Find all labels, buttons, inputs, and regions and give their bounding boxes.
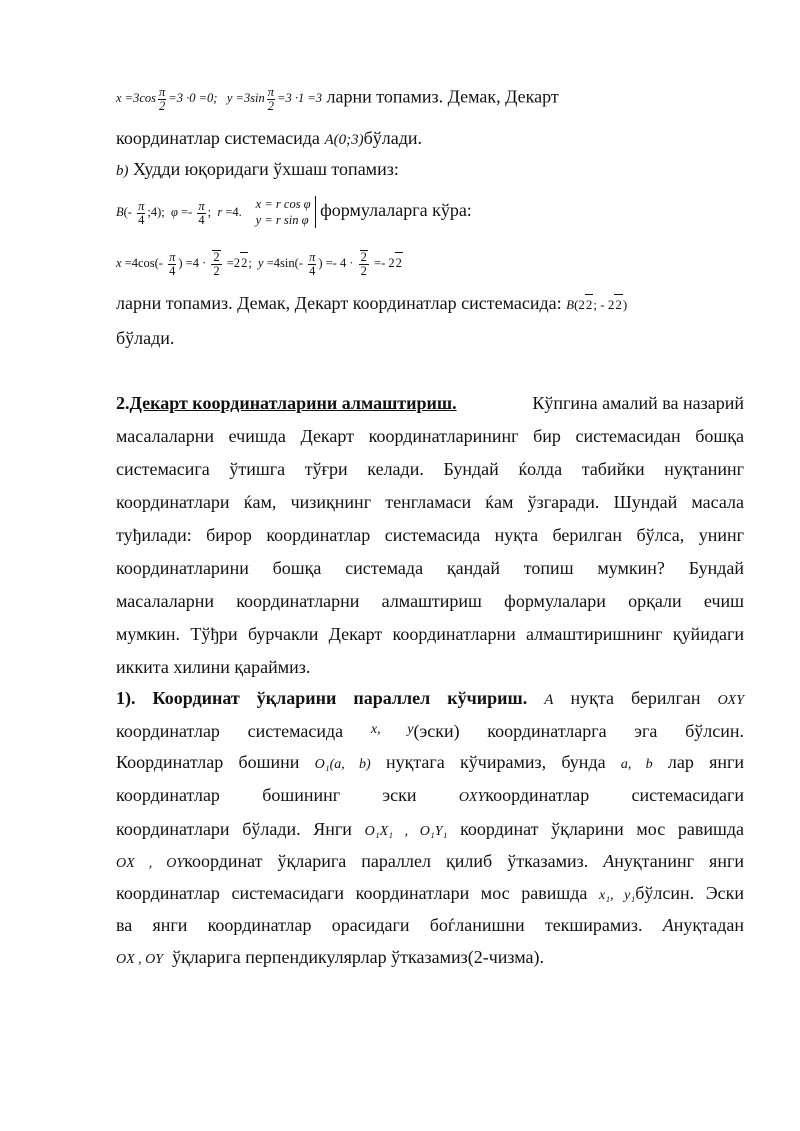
section-heading-line bbox=[116, 393, 744, 413]
point-b-cartesian: B(22; - 22) bbox=[566, 297, 627, 312]
text-segment: координатлар системасида bbox=[116, 721, 344, 741]
math-var: O₁(a, b) bbox=[314, 757, 371, 772]
paragraph-line: мумкин. Тўђри бурчакли Декарт координатларни алмаштиришнинг қуйидаги bbox=[116, 624, 744, 644]
formula-line-4 bbox=[116, 196, 744, 228]
math-var: x, y bbox=[370, 722, 414, 737]
text-line-3 bbox=[116, 159, 744, 181]
system-row: y = r sin φ bbox=[255, 213, 309, 227]
point-a-formula: A(0;3) bbox=[324, 132, 364, 148]
paragraph-line bbox=[116, 851, 744, 874]
math-var: OXY bbox=[717, 693, 745, 708]
text-line-7 bbox=[116, 328, 744, 348]
text-segment: ларни топамиз. Демак, Декарт координатлар системасида: bbox=[116, 293, 562, 313]
paragraph-line bbox=[116, 720, 744, 741]
text-line-6 bbox=[116, 293, 744, 315]
math-var: OXY bbox=[458, 790, 486, 805]
paragraph-line: координатлари ќам, чизиқнинг тенгламаси ќам ўзгаради. Шундай масала bbox=[116, 492, 744, 512]
paragraph-line: иккита хилини қараймиз. bbox=[116, 657, 311, 677]
text-segment: бўлади. bbox=[363, 128, 423, 148]
text-segment: нуқтанинг янги bbox=[614, 851, 744, 871]
text-segment: координатлари бўлади. Янги bbox=[116, 819, 352, 839]
text-segment: нуқтадан bbox=[673, 915, 744, 935]
math-var: a, b bbox=[620, 757, 653, 772]
text-segment: бўлади. bbox=[116, 328, 175, 348]
paragraph-line: системасига ўтишга тўғри келади. Бундай ќолда табийки нуқтанинг bbox=[116, 459, 744, 479]
paragraph-line: туђилади: бирор координатлар системасида нуқта берилган бўлса, унинг bbox=[116, 525, 744, 545]
text-segment: нуқта берилган bbox=[570, 688, 701, 708]
text-segment: ларни топамиз. Демак, Декарт bbox=[326, 86, 559, 107]
paragraph-line: координатларини бошқа системада қандай топиш мумкин? Бундай bbox=[116, 558, 744, 578]
section-title: Декарт координатларини алмаштириш. bbox=[129, 393, 457, 413]
paragraph-line: масалаларни координатларни алмаштириш формулалари орқали ечиш bbox=[116, 591, 744, 611]
math-var: A bbox=[603, 851, 615, 871]
paragraph-line bbox=[116, 883, 744, 906]
text-segment: нуқтага кўчирамиз, бунда bbox=[385, 752, 606, 772]
formula-line-5 bbox=[116, 250, 744, 278]
subsection-heading: 1). Координат ўқларини параллел кўчириш. bbox=[116, 688, 528, 708]
math-var: A bbox=[544, 692, 554, 708]
text-segment: Кўпгина амалий ва назарий bbox=[532, 393, 744, 413]
paragraph-line bbox=[116, 688, 744, 711]
text-segment: координатлар бошининг эски bbox=[116, 785, 417, 805]
paragraph-line bbox=[116, 785, 744, 808]
point-b-polar: B(- $\frac{\pi}{4}$ ;4); φ =- $\frac{\pi}{4}$ ; r =4. bbox=[116, 198, 252, 227]
text-segment: ўқларига перпендикулярлар ўтказамиз(2-чизма). bbox=[172, 947, 544, 967]
text-line-2 bbox=[116, 128, 744, 150]
text-segment: Худди юқоридаги ўхшаш топамиз: bbox=[133, 159, 399, 179]
formula-line-1 bbox=[116, 86, 744, 113]
text-segment: координатлар системасида bbox=[116, 128, 320, 148]
text-segment: Координатлар бошини bbox=[116, 752, 300, 772]
math-var: A bbox=[662, 915, 674, 935]
section-number: 2. bbox=[116, 393, 130, 413]
text-segment: координат ўқларини мос равишда bbox=[460, 819, 745, 839]
math-var: OX , OY bbox=[116, 856, 185, 871]
formula-cos-sin: x =3cos $\frac{\pi}{2}$ =3 ·0 =0; y =3sin $\frac{\pi}{2}$ =3 ·1 =3 bbox=[116, 85, 323, 113]
text-segment: координатлар системасидаги координатлари мос равишда bbox=[116, 883, 588, 903]
paragraph-line bbox=[116, 752, 744, 775]
polar-formulas-system bbox=[256, 196, 316, 228]
formula-b-cartesian: x =4cos(- $\frac{\pi}{4}$ ) =4 · $\frac{2}{2}$ =22; y =4sin(- $\frac{\pi}{4}$ ) =- 4 · $\frac{2}{2}$ =- 22 bbox=[116, 249, 402, 278]
text-segment: бўлсин. Эски bbox=[635, 883, 744, 903]
paragraph-line bbox=[116, 819, 744, 842]
text-segment: координат ўқларига параллел қилиб ўтказамиз. bbox=[184, 851, 589, 871]
system-row: x = r cos φ bbox=[255, 197, 311, 211]
paragraph-line bbox=[116, 947, 744, 970]
math-var: x₁, y₁ bbox=[598, 888, 636, 903]
math-var: O₁X₁ , O₁Y₁ bbox=[364, 824, 448, 839]
paragraph-line bbox=[116, 915, 744, 935]
text-segment: координатлар системасидаги bbox=[485, 785, 744, 805]
text-segment: (эски) координатларга эга бўлсин. bbox=[413, 721, 744, 741]
math-var: OX , OY bbox=[116, 952, 164, 967]
text-segment: ва янги координатлар орасидаги боѓланишни текширамиз. bbox=[116, 915, 643, 935]
text-segment: формулаларга кўра: bbox=[320, 200, 472, 221]
item-label-b: b) bbox=[116, 163, 129, 179]
text-segment: лар янги bbox=[667, 752, 744, 772]
paragraph-line: масалаларни ечишда Декарт координатларининг бир системасидан бошқа bbox=[116, 426, 744, 446]
